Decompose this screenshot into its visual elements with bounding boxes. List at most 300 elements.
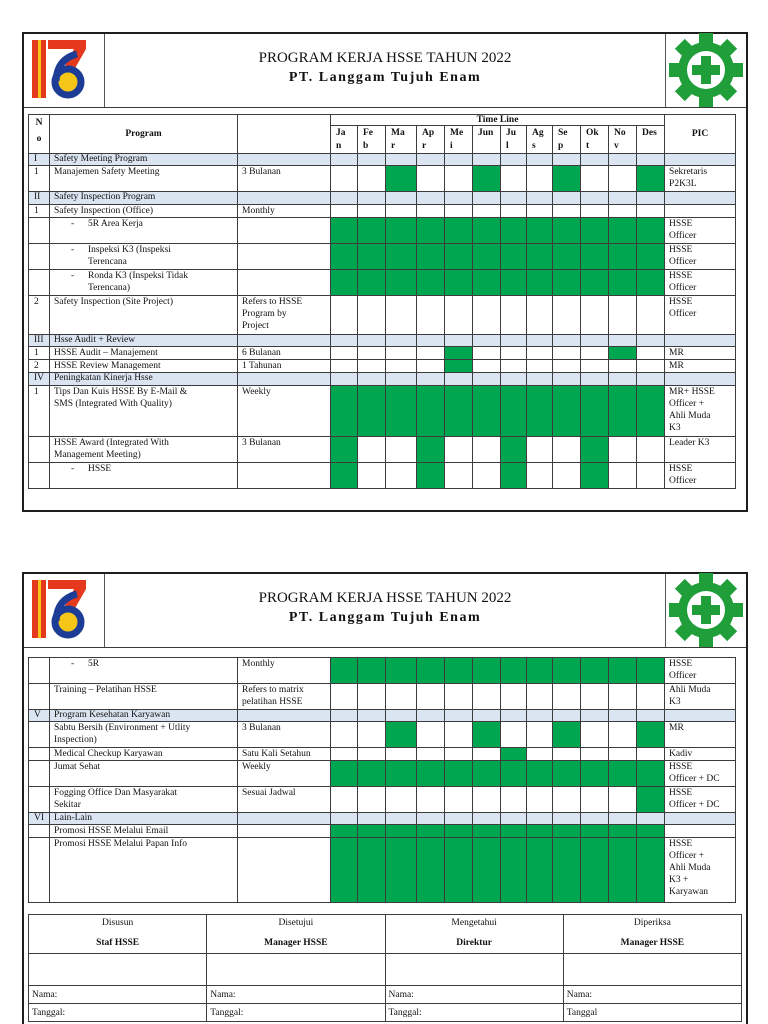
month-cell-feb <box>358 813 386 825</box>
program-row <box>29 722 736 748</box>
program-cell: Medical Checkup Karyawan <box>50 748 238 761</box>
section-row <box>29 192 736 205</box>
month-cell-jan <box>331 813 358 825</box>
month-cell-des <box>637 335 665 347</box>
k3-safety-gear-icon <box>667 573 745 652</box>
month-cell-feb <box>358 360 386 373</box>
month-cell-mei <box>445 218 473 244</box>
month-cell-ags <box>527 244 553 270</box>
month-cell-mar <box>386 270 417 296</box>
month-cell-mar <box>386 360 417 373</box>
month-cell-apr <box>417 710 445 722</box>
month-cell-ags <box>527 360 553 373</box>
month-cell-okt <box>581 270 609 296</box>
program-name: Inspeksi K3 (Inspeksi Terencana <box>88 245 171 267</box>
month-cell-jun <box>473 787 501 813</box>
program-cell: Sabtu Bersih (Environment + Utlity Inspection) <box>50 722 238 748</box>
pic-cell: HSSE Officer <box>665 218 736 244</box>
month-cell-mar <box>386 825 417 838</box>
row-number <box>29 658 50 684</box>
header-month-jul: Ju l <box>501 126 527 154</box>
signature-cell-disusun <box>29 915 207 954</box>
program-name: HSSE <box>88 464 112 474</box>
month-cell-mei <box>445 787 473 813</box>
pic-cell: Sekretaris P2K3L <box>665 166 736 192</box>
frequency-cell: Satu Kali Setahun <box>238 748 331 761</box>
month-cell-okt <box>581 710 609 722</box>
month-cell-ags <box>527 218 553 244</box>
frequency-cell <box>238 373 331 386</box>
month-cell-apr <box>417 205 445 218</box>
section-row <box>29 154 736 166</box>
row-number <box>29 270 50 296</box>
pic-cell: HSSE Officer <box>665 463 736 489</box>
month-cell-ags <box>527 373 553 386</box>
month-cell-mei <box>445 437 473 463</box>
month-cell-jan <box>331 748 358 761</box>
section-title: Peningkatan Kinerja Hsse <box>50 373 238 386</box>
month-cell-jun <box>473 813 501 825</box>
month-cell-des <box>637 296 665 335</box>
month-cell-des <box>637 244 665 270</box>
month-cell-nov <box>609 787 637 813</box>
row-number: 1 <box>29 347 50 360</box>
company-name: PT. Langgam Tujuh Enam <box>288 70 482 85</box>
month-cell-mar <box>386 722 417 748</box>
month-cell-jan <box>331 347 358 360</box>
month-cell-des <box>637 347 665 360</box>
frequency-cell: 3 Bulanan <box>238 166 331 192</box>
pic-cell: HSSE Officer <box>665 270 736 296</box>
month-cell-jul <box>501 838 527 903</box>
month-cell-feb <box>358 838 386 903</box>
month-cell-ags <box>527 787 553 813</box>
program-cell <box>50 658 238 684</box>
pic-cell <box>665 813 736 825</box>
month-cell-jan <box>331 437 358 463</box>
month-cell-jul <box>501 813 527 825</box>
month-cell-jun <box>473 463 501 489</box>
program-cell: Promosi HSSE Melalui Papan Info <box>50 838 238 903</box>
month-cell-jan <box>331 205 358 218</box>
month-cell-ags <box>527 347 553 360</box>
month-cell-nov <box>609 748 637 761</box>
month-cell-feb <box>358 761 386 787</box>
month-cell-mar <box>386 658 417 684</box>
month-cell-des <box>637 761 665 787</box>
month-cell-mar <box>386 748 417 761</box>
section-title: Hsse Audit + Review <box>50 335 238 347</box>
month-cell-sep <box>553 437 581 463</box>
pic-cell: Leader K3 <box>665 437 736 463</box>
signature-space <box>29 954 207 986</box>
month-cell-nov <box>609 838 637 903</box>
month-cell-des <box>637 722 665 748</box>
month-cell-mar <box>386 347 417 360</box>
month-cell-mei <box>445 722 473 748</box>
month-cell-apr <box>417 360 445 373</box>
page-title: PROGRAM KERJA HSSE TAHUN 2022 <box>258 50 512 66</box>
month-cell-jun <box>473 244 501 270</box>
month-cell-feb <box>358 437 386 463</box>
month-cell-feb <box>358 748 386 761</box>
frequency-cell: Refers to HSSE Program by Project <box>238 296 331 335</box>
program-row <box>29 761 736 787</box>
frequency-cell <box>238 244 331 270</box>
signature-space <box>385 954 563 986</box>
month-cell-nov <box>609 360 637 373</box>
month-cell-mei <box>445 658 473 684</box>
signature-approver: Manager HSSE <box>264 938 328 948</box>
frequency-cell: Weekly <box>238 386 331 437</box>
month-cell-mei <box>445 825 473 838</box>
month-cell-feb <box>358 373 386 386</box>
schedule-header <box>29 115 736 154</box>
header-month-ags: Ag s <box>527 126 553 154</box>
month-cell-feb <box>358 347 386 360</box>
month-cell-jul <box>501 710 527 722</box>
row-number <box>29 244 50 270</box>
month-cell-jun <box>473 335 501 347</box>
month-cell-des <box>637 373 665 386</box>
date-label: Tanggal <box>563 1004 741 1022</box>
month-cell-ags <box>527 270 553 296</box>
month-cell-nov <box>609 154 637 166</box>
month-cell-apr <box>417 761 445 787</box>
row-number <box>29 218 50 244</box>
section-row <box>29 335 736 347</box>
header-month-feb: Fe b <box>358 126 386 154</box>
frequency-cell: 3 Bulanan <box>238 437 331 463</box>
month-cell-okt <box>581 360 609 373</box>
month-cell-mei <box>445 684 473 710</box>
month-cell-nov <box>609 463 637 489</box>
month-cell-des <box>637 386 665 437</box>
signature-role: Diperiksa <box>633 918 671 928</box>
program-cell: Safety Inspection (Site Project) <box>50 296 238 335</box>
month-cell-okt <box>581 244 609 270</box>
program-cell: Safety Inspection (Office) <box>50 205 238 218</box>
month-cell-nov <box>609 658 637 684</box>
month-cell-mar <box>386 335 417 347</box>
month-cell-jan <box>331 270 358 296</box>
month-cell-ags <box>527 825 553 838</box>
month-cell-mei <box>445 373 473 386</box>
section-title: Lain-Lain <box>50 813 238 825</box>
section-number: II <box>29 192 50 205</box>
month-cell-sep <box>553 270 581 296</box>
month-cell-sep <box>553 710 581 722</box>
month-cell-sep <box>553 761 581 787</box>
frequency-cell: Sesuai Jadwal <box>238 787 331 813</box>
signature-date-row <box>29 1004 742 1022</box>
section-number: III <box>29 335 50 347</box>
pic-cell: MR <box>665 722 736 748</box>
month-cell-mei <box>445 386 473 437</box>
signature-cell-disetujui <box>207 915 385 954</box>
month-cell-jun <box>473 347 501 360</box>
pic-cell: Kadiv <box>665 748 736 761</box>
sub-item <box>54 244 235 268</box>
month-cell-feb <box>358 335 386 347</box>
month-cell-jun <box>473 360 501 373</box>
month-cell-des <box>637 192 665 205</box>
frequency-cell <box>238 838 331 903</box>
row-number <box>29 437 50 463</box>
header-month-okt: Ok t <box>581 126 609 154</box>
row-number <box>29 722 50 748</box>
month-cell-feb <box>358 205 386 218</box>
header-program: Program <box>50 115 238 154</box>
month-cell-sep <box>553 787 581 813</box>
program-row <box>29 296 736 335</box>
month-cell-jun <box>473 838 501 903</box>
row-number <box>29 787 50 813</box>
month-cell-mar <box>386 787 417 813</box>
sub-item <box>54 658 235 670</box>
sub-item <box>54 270 235 294</box>
month-cell-okt <box>581 748 609 761</box>
month-cell-okt <box>581 373 609 386</box>
row-number: 1 <box>29 166 50 192</box>
month-cell-jan <box>331 166 358 192</box>
month-cell-mei <box>445 838 473 903</box>
month-cell-sep <box>553 722 581 748</box>
signature-table <box>28 914 742 1022</box>
month-cell-feb <box>358 270 386 296</box>
program-name: 5R <box>88 659 100 669</box>
month-cell-jul <box>501 748 527 761</box>
month-cell-ags <box>527 386 553 437</box>
pic-cell: MR+ HSSE Officer + Ahli Muda K3 <box>665 386 736 437</box>
month-cell-des <box>637 205 665 218</box>
month-cell-ags <box>527 838 553 903</box>
program-row <box>29 748 736 761</box>
section-number: VI <box>29 813 50 825</box>
pic-cell <box>665 205 736 218</box>
bullet-dash: - <box>71 464 75 474</box>
month-cell-jun <box>473 748 501 761</box>
month-cell-nov <box>609 761 637 787</box>
program-cell: Manajemen Safety Meeting <box>50 166 238 192</box>
month-cell-sep <box>553 373 581 386</box>
frequency-cell: Weekly <box>238 761 331 787</box>
month-cell-mar <box>386 463 417 489</box>
month-cell-ags <box>527 684 553 710</box>
program-row <box>29 386 736 437</box>
header-divider <box>665 574 666 647</box>
company-logo-176 <box>30 577 88 646</box>
month-cell-okt <box>581 154 609 166</box>
header-divider <box>665 34 666 107</box>
month-cell-okt <box>581 192 609 205</box>
month-cell-jun <box>473 386 501 437</box>
month-cell-jun <box>473 218 501 244</box>
signature-approver: Manager HSSE <box>620 938 685 948</box>
signature-role-row <box>29 915 742 954</box>
month-cell-mar <box>386 244 417 270</box>
month-cell-mei <box>445 347 473 360</box>
month-cell-apr <box>417 154 445 166</box>
pic-cell <box>665 373 736 386</box>
program-row <box>29 838 736 903</box>
pic-cell: HSSE Officer + Ahli Muda K3 + Karyawan <box>665 838 736 903</box>
month-cell-feb <box>358 296 386 335</box>
month-cell-nov <box>609 205 637 218</box>
month-cell-mar <box>386 218 417 244</box>
month-cell-jul <box>501 437 527 463</box>
month-cell-mar <box>386 373 417 386</box>
month-cell-nov <box>609 270 637 296</box>
month-cell-feb <box>358 218 386 244</box>
month-cell-nov <box>609 386 637 437</box>
date-label: Tanggal: <box>385 1004 563 1022</box>
month-cell-jan <box>331 825 358 838</box>
month-cell-okt <box>581 437 609 463</box>
month-cell-jan <box>331 218 358 244</box>
month-cell-apr <box>417 270 445 296</box>
month-cell-jun <box>473 270 501 296</box>
signature-space <box>563 954 741 986</box>
month-cell-mei <box>445 205 473 218</box>
month-cell-okt <box>581 205 609 218</box>
month-cell-des <box>637 166 665 192</box>
month-cell-mei <box>445 244 473 270</box>
program-cell <box>50 218 238 244</box>
bullet-dash: - <box>71 219 75 229</box>
pic-cell <box>665 192 736 205</box>
month-cell-mar <box>386 154 417 166</box>
bullet-dash: - <box>71 245 75 255</box>
month-cell-feb <box>358 722 386 748</box>
month-cell-mar <box>386 166 417 192</box>
month-cell-jan <box>331 296 358 335</box>
name-label: Nama: <box>29 986 207 1004</box>
signature-approver: Staf HSSE <box>96 938 140 948</box>
sub-item <box>54 218 235 230</box>
month-cell-apr <box>417 218 445 244</box>
header-month-mar: Ma r <box>386 126 417 154</box>
month-cell-des <box>637 437 665 463</box>
program-row <box>29 437 736 463</box>
month-cell-jan <box>331 360 358 373</box>
program-row <box>29 218 736 244</box>
month-cell-ags <box>527 437 553 463</box>
month-cell-jan <box>331 684 358 710</box>
month-cell-jun <box>473 722 501 748</box>
header-pic: PIC <box>665 115 736 154</box>
program-cell: Tips Dan Kuis HSSE By E-Mail & SMS (Integrated With Quality) <box>50 386 238 437</box>
month-cell-nov <box>609 722 637 748</box>
month-cell-jun <box>473 205 501 218</box>
month-cell-ags <box>527 761 553 787</box>
pic-cell: HSSE Officer <box>665 296 736 335</box>
month-cell-des <box>637 463 665 489</box>
pic-cell: HSSE Officer + DC <box>665 787 736 813</box>
header-row <box>29 115 736 126</box>
pic-cell: HSSE Officer + DC <box>665 761 736 787</box>
month-cell-jul <box>501 270 527 296</box>
month-cell-nov <box>609 192 637 205</box>
month-cell-apr <box>417 658 445 684</box>
month-cell-apr <box>417 787 445 813</box>
month-cell-ags <box>527 710 553 722</box>
month-cell-jul <box>501 761 527 787</box>
month-cell-apr <box>417 825 445 838</box>
month-cell-des <box>637 684 665 710</box>
frequency-cell <box>238 192 331 205</box>
name-label: Nama: <box>207 986 385 1004</box>
month-cell-apr <box>417 722 445 748</box>
month-cell-sep <box>553 684 581 710</box>
month-cell-jun <box>473 658 501 684</box>
section-number: IV <box>29 373 50 386</box>
name-label: Nama: <box>563 986 741 1004</box>
section-row <box>29 373 736 386</box>
month-cell-sep <box>553 192 581 205</box>
month-cell-feb <box>358 192 386 205</box>
month-cell-des <box>637 218 665 244</box>
month-cell-nov <box>609 684 637 710</box>
signature-approver: Direktur <box>456 938 492 948</box>
month-cell-jul <box>501 658 527 684</box>
frequency-cell <box>238 218 331 244</box>
company-name: PT. Langgam Tujuh Enam <box>288 610 482 625</box>
section-title: Program Kesehatan Karyawan <box>50 710 238 722</box>
frequency-cell: Monthly <box>238 658 331 684</box>
month-cell-apr <box>417 684 445 710</box>
month-cell-jan <box>331 658 358 684</box>
program-row <box>29 360 736 373</box>
month-cell-mei <box>445 335 473 347</box>
month-cell-apr <box>417 296 445 335</box>
month-cell-mar <box>386 684 417 710</box>
month-cell-sep <box>553 347 581 360</box>
month-cell-sep <box>553 386 581 437</box>
month-cell-ags <box>527 748 553 761</box>
month-cell-nov <box>609 813 637 825</box>
bullet-dash: - <box>71 271 75 281</box>
program-cell: HSSE Audit – Manajement <box>50 347 238 360</box>
header-no: N o <box>29 115 50 154</box>
month-cell-jul <box>501 373 527 386</box>
frequency-cell <box>238 710 331 722</box>
month-cell-apr <box>417 373 445 386</box>
pic-cell <box>665 154 736 166</box>
month-cell-feb <box>358 684 386 710</box>
month-cell-mei <box>445 166 473 192</box>
month-cell-jul <box>501 218 527 244</box>
month-cell-okt <box>581 218 609 244</box>
month-cell-nov <box>609 244 637 270</box>
month-cell-okt <box>581 787 609 813</box>
frequency-cell <box>238 335 331 347</box>
page-header <box>24 574 746 648</box>
schedule-table-page-1 <box>28 114 736 489</box>
signature-name-row <box>29 986 742 1004</box>
section-number: I <box>29 154 50 166</box>
month-cell-jan <box>331 335 358 347</box>
row-number: 1 <box>29 386 50 437</box>
month-cell-mei <box>445 154 473 166</box>
month-cell-jan <box>331 463 358 489</box>
month-cell-jan <box>331 838 358 903</box>
program-cell <box>50 244 238 270</box>
program-row <box>29 825 736 838</box>
month-cell-okt <box>581 825 609 838</box>
program-cell <box>50 270 238 296</box>
month-cell-des <box>637 658 665 684</box>
